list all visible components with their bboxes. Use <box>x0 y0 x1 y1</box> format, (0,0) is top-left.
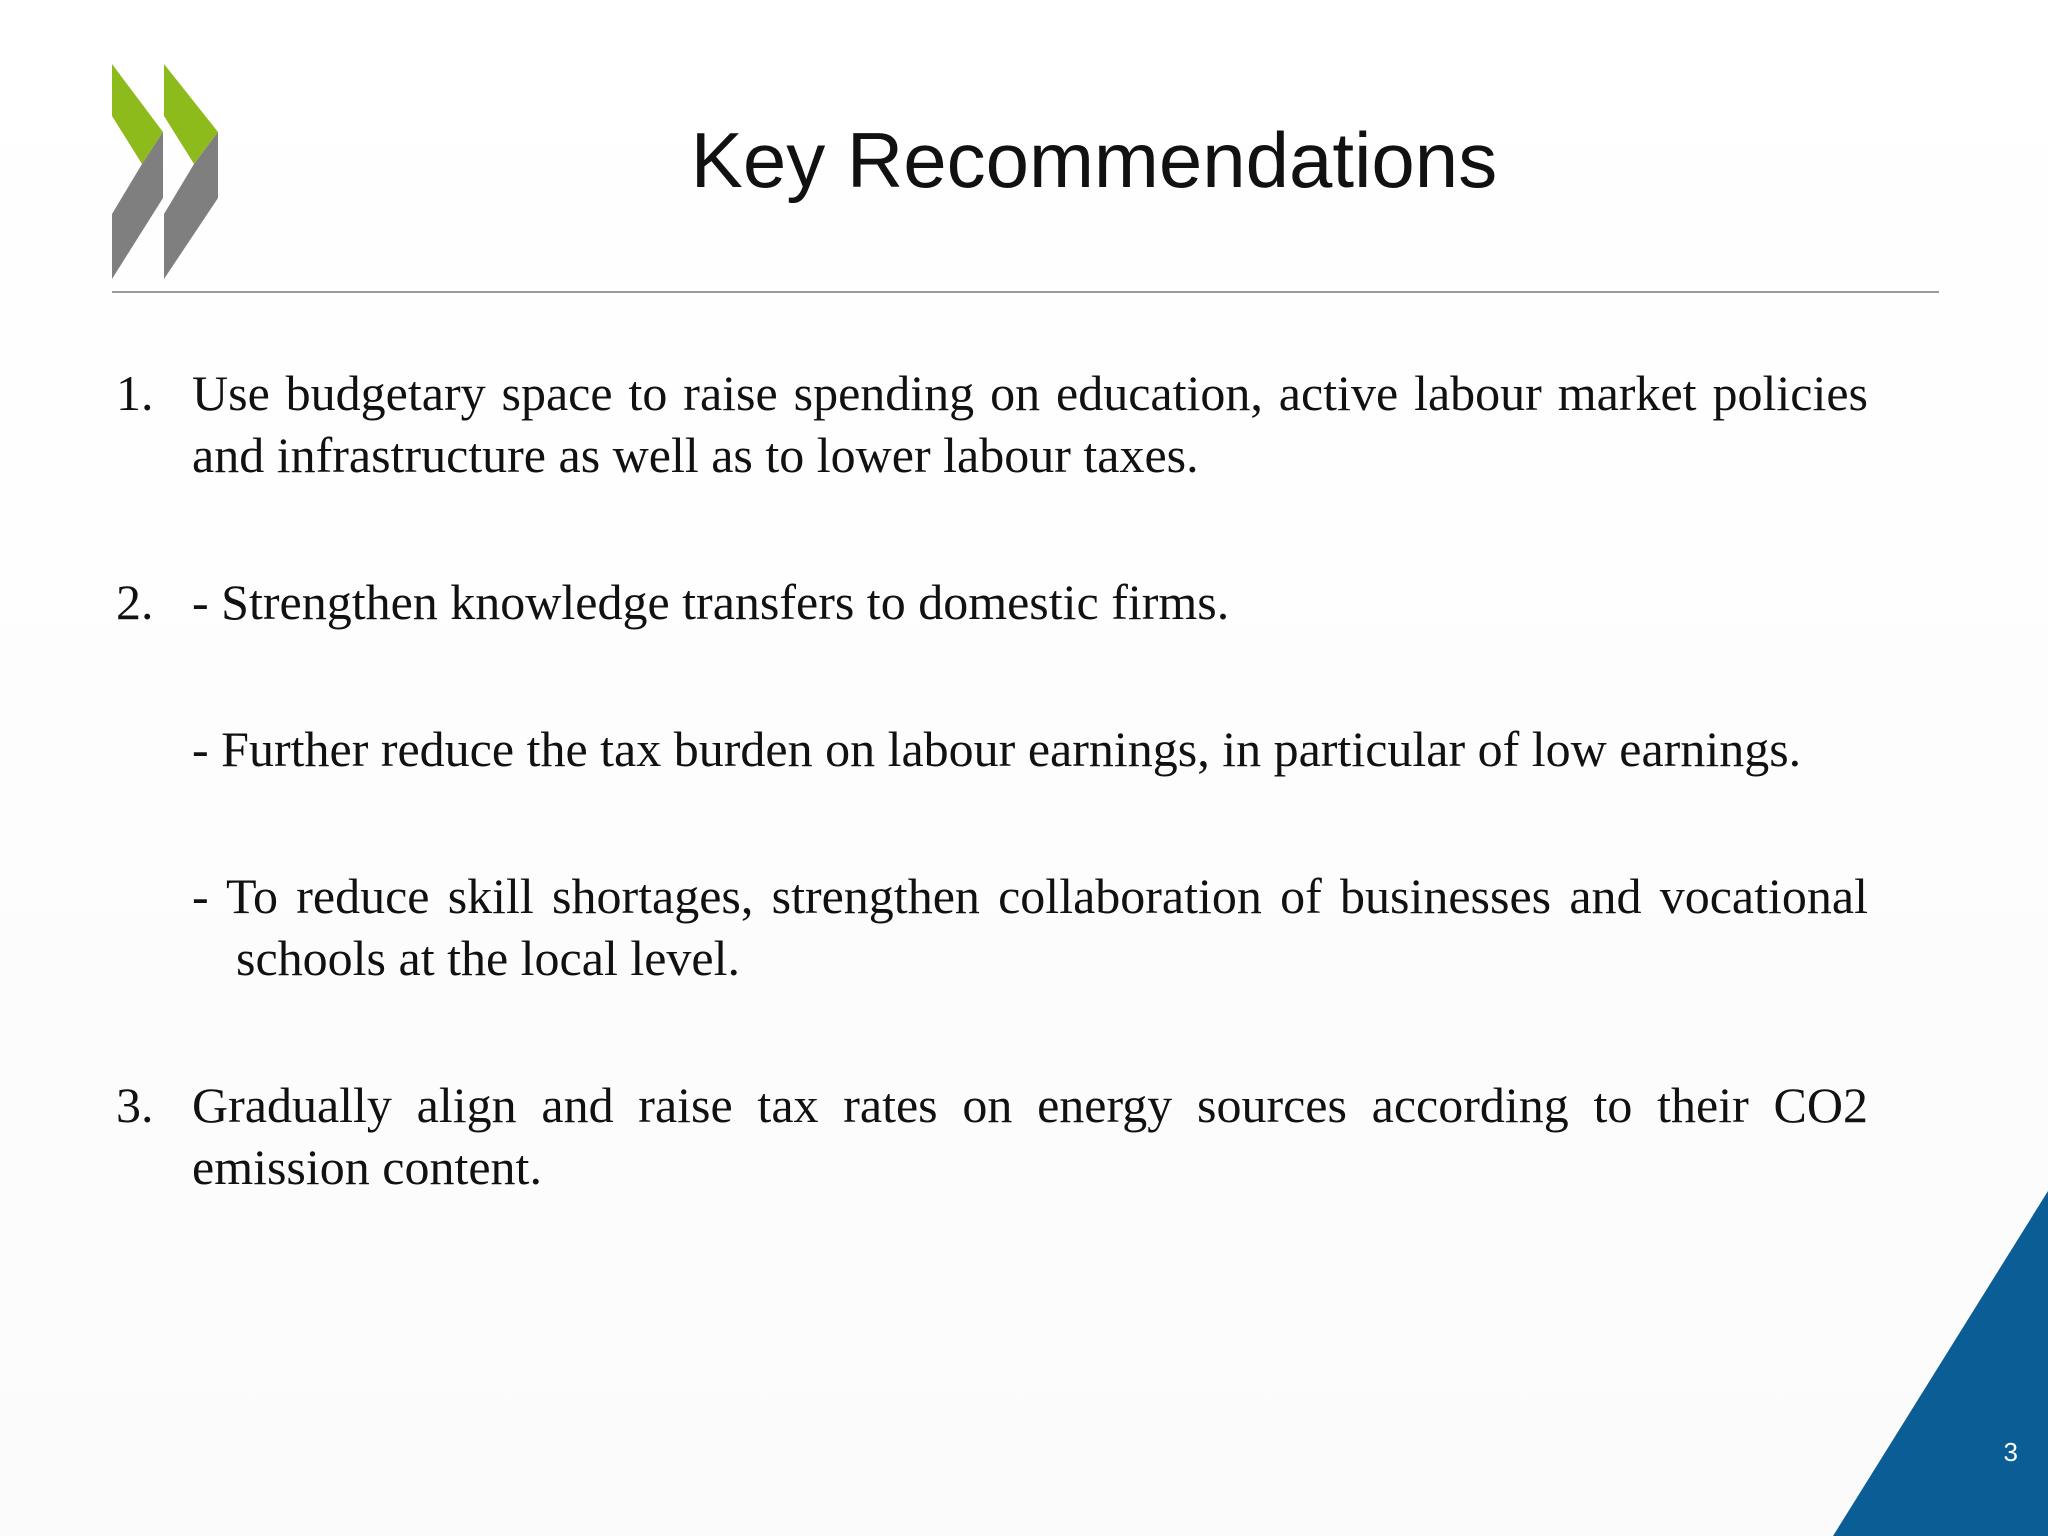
list-item-text: Use budgetary space to raise spending on education, active labour market policies and infrastructure as well as to lower labour taxes. <box>192 365 1868 483</box>
list-item-2 <box>112 571 1868 633</box>
page-number: 3 <box>2003 1437 2018 1467</box>
list-item-number: 3. <box>116 1077 154 1133</box>
list-item-text: - Strengthen knowledge transfers to domestic firms. <box>192 574 1230 630</box>
slide-title: Key Recommendations <box>690 116 1498 204</box>
sub-item-1: - Further reduce the tax burden on labour earnings, in particular of low earnings. <box>192 721 1802 777</box>
corner-triangle-decoration <box>1833 1191 2048 1536</box>
list-item-text: Gradually align and raise tax rates on energy sources according to their CO2 emission content. <box>192 1077 1868 1195</box>
list-item-number: 2. <box>116 574 154 630</box>
recommendations-list <box>112 362 1868 1198</box>
title-divider <box>112 291 1939 293</box>
list-item-1 <box>112 362 1868 486</box>
sub-item-2: - To reduce skill shortages, strengthen collaboration of businesses and vocational schools at the local level. <box>192 868 1868 986</box>
list-item-number: 1. <box>116 365 154 421</box>
oecd-chevron-logo-icon <box>112 64 218 279</box>
list-item-3 <box>112 1074 1868 1198</box>
